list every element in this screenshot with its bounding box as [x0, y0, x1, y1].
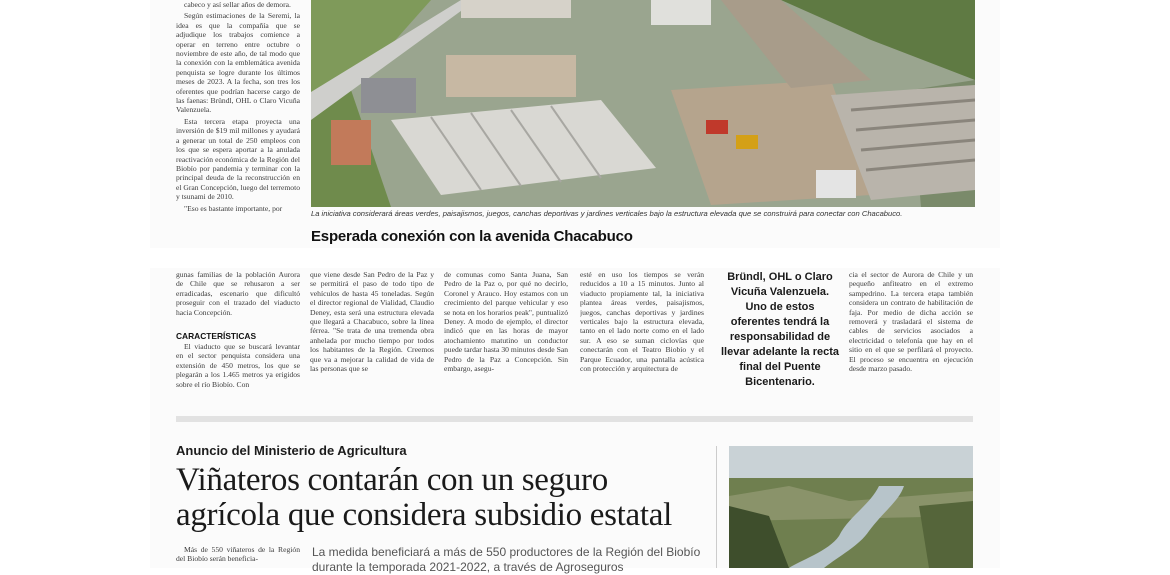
article-headline: Viñateros contarán con un seguro agrícola que considera subsidio estatal	[176, 462, 672, 533]
river-photo-drawing	[729, 446, 973, 568]
mid-column-1	[176, 270, 300, 328]
paragraph: "Eso es bastante importante, por	[184, 203, 283, 213]
article-lead: La medida beneficiará a más de 550 productores de la Región del Biobío durante la temporada 2021-2022, a través de Agroseguros	[312, 545, 701, 574]
pull-quote: Bründl, OHL o Claro Vicuña Valenzuela. Uno de estos oferentes tendrá la responsabilidad de llevar adelante la recta final del Puente Bicentenario.	[720, 271, 839, 388]
mid-column-1b	[176, 342, 300, 394]
aerial-construction-photo	[311, 0, 975, 207]
paragraph: esté en uso los tiempos se verán reducidos a 10 a 15 minutos. Junto al viaducto propiamente tal, la iniciativa plantea áreas verdes, paisajismos, juegos, canchas deportivas y jardines verticales bajo la estructura elevada, tanto en el lado norte como en el lado sur. A eso se suman ciclovías que conectarán con el Teatro Biobío y el Parque Ecuador, una pantalla acústica con protección y arquitectura de	[580, 270, 704, 374]
paragraph: Más de 550 viñateros de la Región del Biobío serán beneficia-	[176, 545, 300, 564]
section-divider	[176, 416, 973, 422]
subheading: Esperada conexión con la avenida Chacabuco	[311, 228, 633, 245]
page-margin-left	[0, 0, 150, 568]
article-kicker: Anuncio del Ministerio de Agricultura	[176, 443, 407, 458]
column-gap	[150, 248, 1000, 268]
section-heading: CARACTERÍSTICAS	[176, 331, 257, 341]
paragraph: cabeco y así sellar años de demora.	[184, 0, 291, 9]
paragraph: Según estimaciones de la Seremi, la idea es que la compañía que se adjudique los trabajos comience a operar en terreno entre octubre o noviembre de este año, de tal modo que la conexión con la emblemática avenida penquista se logre durante los últimos meses de 2023. A la fecha, son tres los oferentes que podrían hacerse cargo de las faenas: Bründl, OHL o Claro Vicuña Valenzuela.	[176, 11, 300, 115]
paragraph: El viaducto que se buscará levantar en el sector penquista considera una extensión de 450 metros, los que se plegarán a los 1.465 metros ya erigidos sobre el río Biobío. Con	[176, 342, 300, 389]
paragraph: Esta tercera etapa proyecta una inversión de $19 mil millones y ayudará a generar un total de 250 empleos con los que se espera aportar a la anulada reactivación económica de la Región del Biobío por pandemia y terminar con la principal deuda de la reconstrucción en el Gran Concepción, luego del terremoto y tsunami de 2010.	[176, 116, 300, 202]
page-margin-right	[1000, 0, 1170, 568]
column-rule	[716, 446, 717, 568]
paragraph: gunas familias de la población Aurora de Chile que se rehusaron a ser erradicadas, escenario que dificultó proseguir con el trazado del viaducto hacia Concepción.	[176, 270, 300, 317]
mid-column-3	[444, 270, 568, 394]
mid-column-4	[580, 270, 704, 394]
aerial-photo-drawing	[311, 0, 975, 207]
paragraph: que viene desde San Pedro de la Paz y se permitirá el paso de todo tipo de vehículos de hasta 45 toneladas. Según el director regional de Vialidad, Claudio Deney, esta será una estructura elevada que llegará a Chacabuco, sobre la línea férrea. "Se trata de una tremenda obra anhelada por mucho tiempo por todos los habitantes de la Región. Creemos que va a mejorar la calidad de vida de las personas que se	[310, 270, 434, 374]
paragraph: de comunas como Santa Juana, San Pedro de la Paz o, por qué no decirlo, Coronel y Arauco. Hoy estamos con un crecimiento del parque vehicular y eso se nota en los horarios peak", puntualizó Deney. A modo de ejemplo, el director indicó que en las horas de mayor atochamiento matutino un conductor puede tardar hasta 30 minutos desde San Pedro de la Paz a Concepción. Sin embargo, asegu-	[444, 270, 568, 374]
mid-column-6	[849, 270, 973, 394]
river-landscape-photo	[729, 446, 973, 568]
top-left-column	[176, 0, 300, 248]
article-body-start	[176, 545, 300, 568]
mid-column-2	[310, 270, 434, 394]
paragraph: cia el sector de Aurora de Chile y un pequeño anfiteatro en el extremo sampedrino. La tercera etapa también considera un contrato de habilitación de faja. Por medio de dicha acción se removerá y trasladará el sistema de cables de servicios asociados a electricidad o telefonía que hay en el sitio en el que se perfilará el proyecto. El proceso se encuentra en ejecución desde marzo pasado.	[849, 270, 973, 374]
photo-caption: La iniciativa considerará áreas verdes, paisajismos, juegos, canchas deportivas y jardines verticales bajo la estructura elevada que se construirá para conectar con Chacabuco.	[311, 209, 903, 218]
